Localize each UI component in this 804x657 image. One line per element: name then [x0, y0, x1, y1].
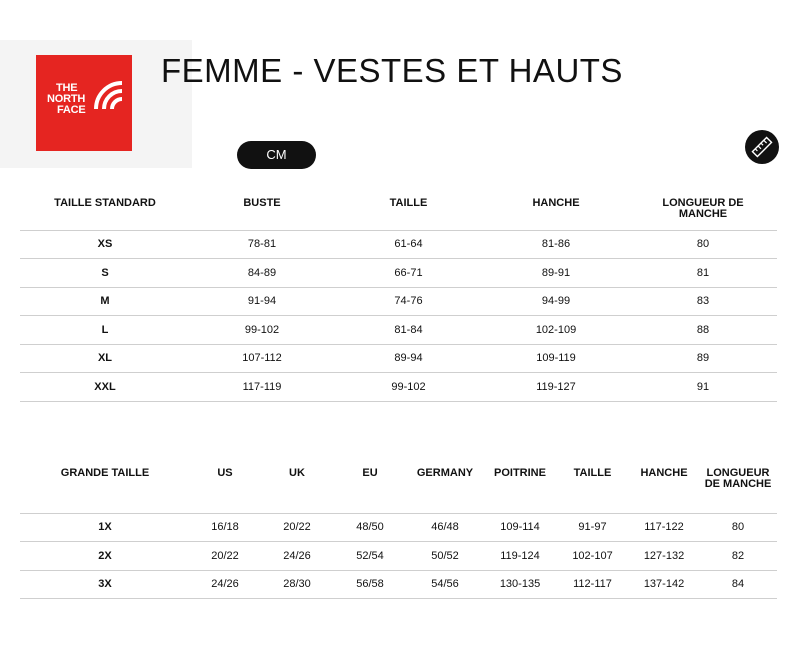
- table-cell: 50/52: [406, 542, 484, 571]
- table-cell: 112-117: [556, 570, 629, 599]
- size-label-cell: 1X: [20, 513, 190, 542]
- table-row: [20, 542, 777, 571]
- table-cell: 52/54: [334, 542, 406, 571]
- header-hanche: HANCHE: [483, 198, 629, 230]
- table-cell: 88: [629, 316, 777, 345]
- header-buste: BUSTE: [190, 198, 334, 230]
- table-cell: 80: [699, 513, 777, 542]
- table-cell: 89: [629, 344, 777, 373]
- table-row: [20, 287, 777, 316]
- size-label-cell: S: [20, 259, 190, 288]
- size-label-cell: XS: [20, 230, 190, 259]
- table-header-row: [20, 198, 777, 230]
- table-cell: 61-64: [334, 230, 483, 259]
- table-cell: 117-119: [190, 373, 334, 402]
- table-row: [20, 344, 777, 373]
- page-title: FEMME - VESTES ET HAUTS: [161, 52, 623, 89]
- table-cell: 94-99: [483, 287, 629, 316]
- unit-toggle-cm[interactable]: CM: [237, 141, 316, 169]
- table-cell: 84-89: [190, 259, 334, 288]
- size-label-cell: 3X: [20, 570, 190, 599]
- header-germany: GERMANY: [406, 468, 484, 513]
- table-row: [20, 373, 777, 402]
- table-cell: 117-122: [629, 513, 699, 542]
- header-us: US: [190, 468, 260, 513]
- table-cell: 46/48: [406, 513, 484, 542]
- the-north-face-logo: [36, 55, 132, 151]
- table-cell: 102-107: [556, 542, 629, 571]
- table-cell: 91-97: [556, 513, 629, 542]
- table-cell: 99-102: [334, 373, 483, 402]
- table-cell: 80: [629, 230, 777, 259]
- table-row: [20, 570, 777, 599]
- logo-text-line-2: NORTH: [47, 93, 86, 105]
- table-cell: 130-135: [484, 570, 556, 599]
- size-label-cell: 2X: [20, 542, 190, 571]
- table-cell: 91: [629, 373, 777, 402]
- table-cell: 91-94: [190, 287, 334, 316]
- table-cell: 24/26: [260, 542, 334, 571]
- table-row: [20, 230, 777, 259]
- table-cell: 81-84: [334, 316, 483, 345]
- table-cell: 102-109: [483, 316, 629, 345]
- table-row: [20, 259, 777, 288]
- table-cell: 84: [699, 570, 777, 599]
- table-cell: 82: [699, 542, 777, 571]
- table-cell: 83: [629, 287, 777, 316]
- table-cell: 89-91: [483, 259, 629, 288]
- table-cell: 109-114: [484, 513, 556, 542]
- header-taille-standard: TAILLE STANDARD: [20, 198, 190, 230]
- table-cell: 48/50: [334, 513, 406, 542]
- header-taille: TAILLE: [556, 468, 629, 513]
- header-poitrine: POITRINE: [484, 468, 556, 513]
- table-cell: 28/30: [260, 570, 334, 599]
- logo-text-line-3: FACE: [57, 104, 86, 116]
- table-cell: 16/18: [190, 513, 260, 542]
- header-grande-taille: GRANDE TAILLE: [20, 468, 190, 513]
- size-label-cell: L: [20, 316, 190, 345]
- table-cell: 74-76: [334, 287, 483, 316]
- table-row: [20, 513, 777, 542]
- table-cell: 107-112: [190, 344, 334, 373]
- header-taille: TAILLE: [334, 198, 483, 230]
- table-row: [20, 316, 777, 345]
- measure-guide-button[interactable]: [745, 130, 779, 164]
- table-cell: 20/22: [190, 542, 260, 571]
- header-longueur-de-manche: LONGUEUR DE MANCHE: [629, 198, 777, 230]
- size-label-cell: XL: [20, 344, 190, 373]
- table-cell: 56/58: [334, 570, 406, 599]
- table-cell: 81-86: [483, 230, 629, 259]
- table-cell: 54/56: [406, 570, 484, 599]
- plus-size-table: [20, 468, 777, 599]
- table-cell: 78-81: [190, 230, 334, 259]
- ruler-icon: [750, 135, 774, 159]
- size-label-cell: M: [20, 287, 190, 316]
- table-cell: 99-102: [190, 316, 334, 345]
- logo-text-line-1: THE: [56, 82, 78, 94]
- table-header-row: [20, 468, 777, 513]
- table-cell: 66-71: [334, 259, 483, 288]
- table-cell: 109-119: [483, 344, 629, 373]
- table-cell: 127-132: [629, 542, 699, 571]
- table-cell: 24/26: [190, 570, 260, 599]
- table-cell: 81: [629, 259, 777, 288]
- standard-size-table: [20, 198, 777, 402]
- table-cell: 137-142: [629, 570, 699, 599]
- header-hanche: HANCHE: [629, 468, 699, 513]
- table-cell: 119-124: [484, 542, 556, 571]
- header-uk: UK: [260, 468, 334, 513]
- table-cell: 119-127: [483, 373, 629, 402]
- size-label-cell: XXL: [20, 373, 190, 402]
- table-cell: 89-94: [334, 344, 483, 373]
- table-cell: 20/22: [260, 513, 334, 542]
- header-longueur-de-manche: LONGUEUR DE MANCHE: [699, 468, 777, 513]
- header-eu: EU: [334, 468, 406, 513]
